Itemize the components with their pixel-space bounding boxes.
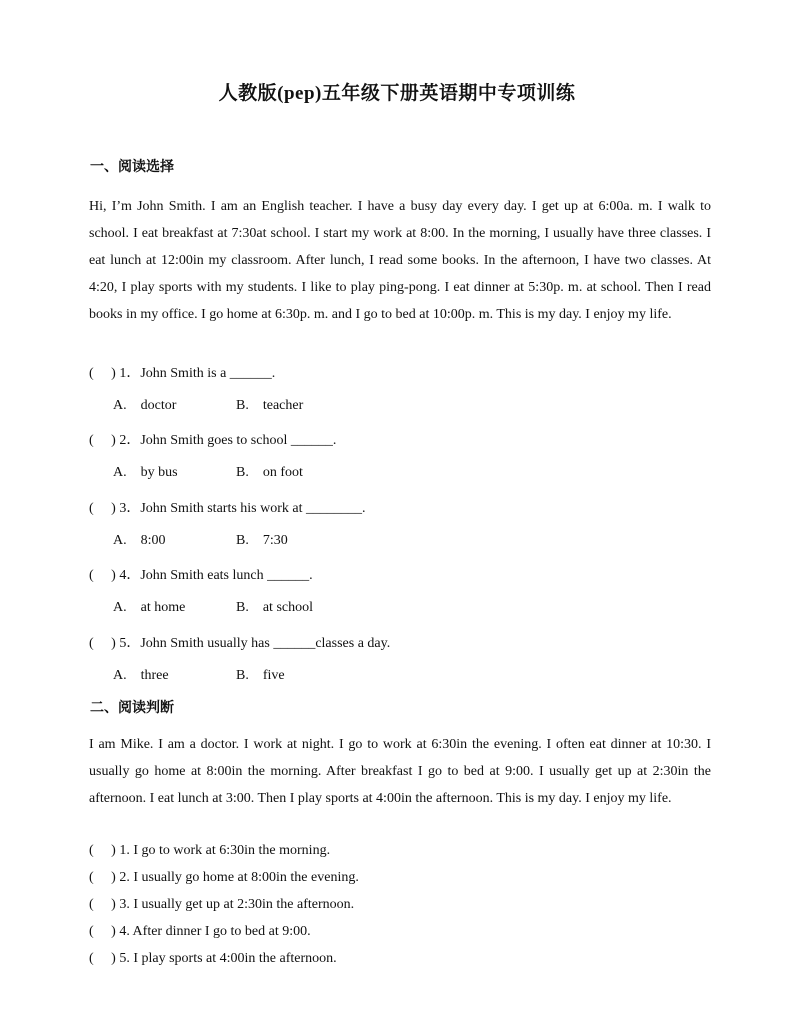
question-4-option-b: B. at school — [236, 600, 313, 615]
question-2-option-a: A. by bus — [113, 465, 178, 480]
question-1: ( ) 1．John Smith is a ______. — [89, 366, 276, 381]
statement-4: ( ) 4. After dinner I go to bed at 9:00. — [89, 924, 311, 939]
statement-1: ( ) 1. I go to work at 6:30in the morning. — [89, 843, 331, 858]
statement-2: ( ) 2. I usually go home at 8:00in the evening. — [89, 870, 359, 885]
question-4: ( ) 4．John Smith eats lunch ______. — [89, 568, 313, 583]
statement-5: ( ) 5. I play sports at 4:00in the afternoon. — [89, 951, 337, 966]
question-5-option-a: A. three — [113, 668, 169, 683]
question-2-option-b: B. on foot — [236, 465, 303, 480]
section-heading-reading-judgement: 二、阅读判断 — [90, 700, 174, 716]
reading-passage-2: I am Mike. I am a doctor. I work at night. I go to work at 6:30in the evening. I often eat dinner at 10:30. I usually go home at 8:00in the morning. After breakfast I go to bed at 9:00. I usually get up at 2:30in the afternoon. I eat lunch at 3:00. Then I play sports at 4:00in the afternoon. This is my day. I enjoy my life. — [89, 737, 711, 806]
question-2: ( ) 2．John Smith goes to school ______. — [89, 433, 337, 448]
question-3: ( ) 3．John Smith starts his work at ________. — [89, 501, 366, 516]
question-4-option-a: A. at home — [113, 600, 186, 615]
question-5-option-b: B. five — [236, 668, 285, 683]
section-heading-reading-choice: 一、阅读选择 — [90, 159, 174, 175]
question-1-option-a: A. doctor — [113, 398, 177, 413]
statement-3: ( ) 3. I usually get up at 2:30in the afternoon. — [89, 897, 355, 912]
question-5: ( ) 5．John Smith usually has ______classes a day. — [89, 636, 391, 651]
page-title: 人教版(pep)五年级下册英语期中专项训练 — [218, 83, 576, 104]
question-3-option-b: B. 7:30 — [236, 533, 288, 548]
reading-passage-1: Hi, I’m John Smith. I am an English teacher. I have a busy day every day. I get up at 6:00a. m. I walk to school. I eat breakfast at 7:30at school. I start my work at 8:00. In the morning, I usually have three classes. I eat lunch at 12:00in my classroom. After lunch, I read some books. In the afternoon, I have two classes. At 4:20, I play sports with my students. I like to play ping-pong. I eat dinner at 5:30p. m. at school. Then I read books in my office. I go home at 6:30p. m. and I go to bed at 10:00p. m. This is my day. I enjoy my life. — [89, 199, 711, 322]
question-3-option-a: A. 8:00 — [113, 533, 166, 548]
question-1-option-b: B. teacher — [236, 398, 304, 413]
